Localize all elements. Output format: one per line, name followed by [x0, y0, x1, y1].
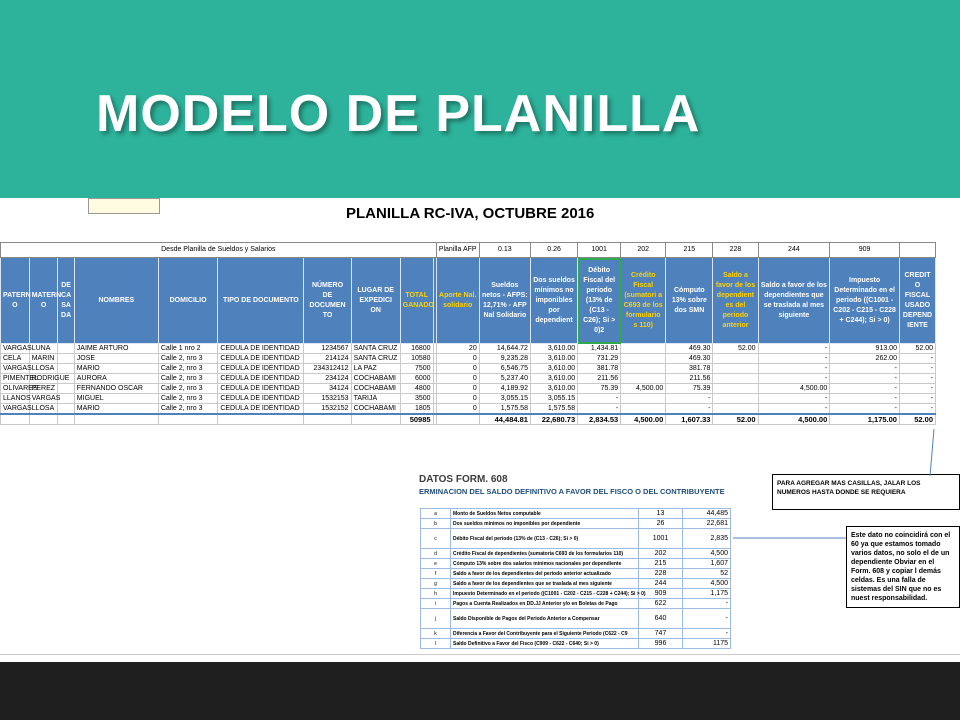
table-cell: MIGUEL	[74, 394, 158, 404]
table-cell: 3,610.00	[530, 384, 577, 394]
table-cell: -	[830, 374, 900, 384]
table-cell: 0	[436, 374, 479, 384]
totals-cell: 22,680.73	[530, 414, 577, 425]
totals-cell: 52.00	[713, 414, 758, 425]
table-cell: LLOSA	[29, 364, 58, 374]
totals-cell: 44,484.81	[479, 414, 530, 425]
table-cell: 214124	[304, 354, 351, 364]
table-cell: VARGAS	[1, 344, 30, 354]
table-cell: JOSE	[74, 354, 158, 364]
table-cell: Calle 2, nro 3	[158, 404, 217, 415]
table-cell: -	[758, 404, 830, 415]
table-cell: CEDULA DE IDENTIDAD	[218, 364, 304, 374]
table-cell: 0	[436, 354, 479, 364]
table-cell: LLANOS	[1, 394, 30, 404]
form608-desc: Dos sueldos mínimos no imponibles por dependiente	[451, 519, 639, 529]
table-cell: SANTA CRUZ	[351, 354, 400, 364]
table-cell: 20	[436, 344, 479, 354]
table-cell: Calle 2, nro 3	[158, 394, 217, 404]
totals-cell: 4,500.00	[758, 414, 830, 425]
column-header: MATERN O	[29, 258, 58, 344]
table-cell: CEDULA DE IDENTIDAD	[218, 394, 304, 404]
arrow-line-1	[930, 429, 934, 476]
table-cell: 4,189.92	[479, 384, 530, 394]
table-cell: Calle 1 nro 2	[158, 344, 217, 354]
header-code-cell: 909	[830, 243, 900, 258]
column-header: Impuesto Determinado en el periodo ((C1001 - C202 - C215 - C228 + C244); Si > 0)	[830, 258, 900, 344]
form608-code: 909	[639, 589, 683, 599]
form608-code: 202	[639, 549, 683, 559]
table-cell: -	[666, 394, 713, 404]
table-cell: -	[830, 394, 900, 404]
column-header: Crédito Fiscal (sumatori a C693 de los formulario s 110)	[621, 258, 666, 344]
table-cell: -	[899, 374, 935, 384]
table-cell: Calle 2, nro 3	[158, 384, 217, 394]
form608-desc: Saldo a favor de los dependientes que se traslada al mes siguiente	[451, 579, 639, 589]
footer-bar	[0, 662, 960, 720]
form608-code: 215	[639, 559, 683, 569]
table-cell: 3,610.00	[530, 354, 577, 364]
column-header: DOMICILIO	[158, 258, 217, 344]
column-header: Saldo a favor de los dependientes que se traslada al mes siguiente	[758, 258, 830, 344]
column-header: TIPO DE DOCUMENTO	[218, 258, 304, 344]
column-header: Saldo a favor de los dependient es del periodo anterior	[713, 258, 758, 344]
table-cell: -	[758, 354, 830, 364]
table-cell: JAIME ARTURO	[74, 344, 158, 354]
table-cell: CEDULA DE IDENTIDAD	[218, 354, 304, 364]
table-cell: -	[899, 384, 935, 394]
form608-code: 996	[639, 639, 683, 649]
column-header: TOTAL GANADO	[400, 258, 433, 344]
table-cell: 3,610.00	[530, 374, 577, 384]
form608-code: 244	[639, 579, 683, 589]
table-cell: 52.00	[713, 344, 758, 354]
form608-letter: f	[421, 569, 451, 579]
form608-code: 1001	[639, 529, 683, 549]
table-cell: 7500	[400, 364, 433, 374]
table-cell: 0	[436, 404, 479, 415]
form608-desc: Saldo a favor de los dependientes del periodo anterior actualizado	[451, 569, 639, 579]
header-code-cell: Planilla AFP	[436, 243, 479, 258]
table-cell: -	[578, 394, 621, 404]
table-cell: VARGAS	[1, 364, 30, 374]
form608-value: 1,607	[683, 559, 731, 569]
form608-code: 622	[639, 599, 683, 609]
table-cell: OLIVARES	[1, 384, 30, 394]
form608-letter: g	[421, 579, 451, 589]
table-cell: TARIJA	[351, 394, 400, 404]
table-cell: 1,575.58	[530, 404, 577, 415]
column-header: PATERN O	[1, 258, 30, 344]
table-cell: Calle 2, nro 3	[158, 364, 217, 374]
table-cell: 731.29	[578, 354, 621, 364]
totals-cell: 52.00	[899, 414, 935, 425]
table-cell: 1,434.81	[578, 344, 621, 354]
form608-title: DATOS FORM. 608	[419, 474, 508, 485]
note-add-cells: PARA AGREGAR MAS CASILLAS, JALAR LOS NUMEROS HASTA DONDE SE REQUIERA	[772, 474, 960, 510]
table-cell: CEDULA DE IDENTIDAD	[218, 384, 304, 394]
column-header: DE CA SA DA	[58, 258, 74, 344]
table-cell: CEDULA DE IDENTIDAD	[218, 344, 304, 354]
table-cell: -	[758, 364, 830, 374]
table-cell: 4,500.00	[758, 384, 830, 394]
form608-value: 2,835	[683, 529, 731, 549]
form608-desc: Saldo Disponible de Pagos del Periodo Anterior a Compensar	[451, 609, 639, 629]
table-cell: AURORA	[74, 374, 158, 384]
table-cell: Calle 2, nro 3	[158, 374, 217, 384]
table-cell: 10580	[400, 354, 433, 364]
table-cell: 3,055.15	[530, 394, 577, 404]
table-cell: 469.30	[666, 354, 713, 364]
form608-desc: Pagos a Cuenta Realizados en DD.JJ Anterior y/o en Boletas de Pago	[451, 599, 639, 609]
column-header: Débito Fiscal del periodo (13% de (C13 - C26); Si > 0)2	[578, 258, 621, 344]
form608-desc: Monto de Sueldos Netos computable	[451, 509, 639, 519]
form608-value: 44,485	[683, 509, 731, 519]
form608-value: 4,500	[683, 549, 731, 559]
form608-code: 13	[639, 509, 683, 519]
form608-letter: h	[421, 589, 451, 599]
table-cell: -	[899, 404, 935, 415]
table-cell: 1805	[400, 404, 433, 415]
table-cell: 6,546.75	[479, 364, 530, 374]
table-cell: Calle 2, nro 3	[158, 354, 217, 364]
column-header: NOMBRES	[74, 258, 158, 344]
table-cell: 3,610.00	[530, 364, 577, 374]
column-header: Aporte Nal. solidario	[436, 258, 479, 344]
table-cell: -	[758, 394, 830, 404]
table-cell: 4,500.00	[621, 384, 666, 394]
table-cell: FERNANDO OSCAR	[74, 384, 158, 394]
table-cell: 0	[436, 384, 479, 394]
header-code-cell: 1001	[578, 243, 621, 258]
table-cell: -	[666, 404, 713, 415]
table-cell: 1234567	[304, 344, 351, 354]
table-cell: VARGAS	[29, 394, 58, 404]
form608-desc: Crédito Fiscal de dependientes (sumatoria C693 de los formularios 110)	[451, 549, 639, 559]
header-code-cell: 215	[666, 243, 713, 258]
form608-letter: j	[421, 609, 451, 629]
form608-value: 52	[683, 569, 731, 579]
header-code-cell: 0.26	[530, 243, 577, 258]
header-code-cell: 244	[758, 243, 830, 258]
form608-letter: i	[421, 599, 451, 609]
note-mismatch: Este dato no coincidirá con el 60 ya que estamos tomado varios datos, no solo el de un dependiente Obviar en el Form. 608 y copiar l demás celdas. Es una falla de sistemas del SIN que no es nuest responsabilidad.	[846, 526, 960, 608]
table-cell: 469.30	[666, 344, 713, 354]
table-cell: PEREZ	[29, 384, 58, 394]
table-cell: PIMENTEL	[1, 374, 30, 384]
header-code-cell: 0.13	[479, 243, 530, 258]
column-header: LUGAR DE EXPEDICI ON	[351, 258, 400, 344]
totals-cell: 2,834.53	[578, 414, 621, 425]
form608-value: -	[683, 609, 731, 629]
form608-letter: l	[421, 639, 451, 649]
form608-value: 1,175	[683, 589, 731, 599]
table-cell: 75.39	[578, 384, 621, 394]
table-cell: 3,055.15	[479, 394, 530, 404]
table-cell: 0	[436, 394, 479, 404]
form608-value: 22,681	[683, 519, 731, 529]
table-cell: -	[758, 344, 830, 354]
table-cell: -	[830, 364, 900, 374]
table-cell: 0	[436, 364, 479, 374]
table-cell: LLOSA	[29, 404, 58, 415]
table-cell: -	[899, 354, 935, 364]
table-cell: 16800	[400, 344, 433, 354]
table-cell: -	[830, 384, 900, 394]
table-cell: -	[758, 374, 830, 384]
table-cell: 381.78	[666, 364, 713, 374]
header-code-cell: 202	[621, 243, 666, 258]
table-cell: LA PAZ	[351, 364, 400, 374]
table-cell: COCHABAMI	[351, 384, 400, 394]
table-cell: 34124	[304, 384, 351, 394]
table-cell: 5,237.40	[479, 374, 530, 384]
table-cell: 3500	[400, 394, 433, 404]
table-cell: 381.78	[578, 364, 621, 374]
column-header: Dos sueldos mínimos no imponibles por dependient	[530, 258, 577, 344]
form608-desc: Cómputo 13% sobre dos salarios mínimos nacionales por dependiente	[451, 559, 639, 569]
table-cell: -	[830, 404, 900, 415]
table-cell: SANTA CRUZ	[351, 344, 400, 354]
form608-code: 640	[639, 609, 683, 629]
table-cell: 9,235.28	[479, 354, 530, 364]
header-code-cell: Desde Planilla de Sueldos y Salarios	[1, 243, 437, 258]
table-cell: -	[899, 394, 935, 404]
form608-letter: d	[421, 549, 451, 559]
table-cell: 4800	[400, 384, 433, 394]
table-cell: 211.56	[578, 374, 621, 384]
totals-cell: 1,607.33	[666, 414, 713, 425]
table-cell: -	[578, 404, 621, 415]
table-cell: 75.39	[666, 384, 713, 394]
totals-cell: 1,175.00	[830, 414, 900, 425]
form608-desc: Saldo Definitivo a Favor del Fisco (C909 - C622 - C640; Si > 0)	[451, 639, 639, 649]
form608-value: 4,500	[683, 579, 731, 589]
totals-cell: 50985	[400, 414, 433, 425]
table-cell: 211.56	[666, 374, 713, 384]
table-cell: 1,575.58	[479, 404, 530, 415]
form608-letter: e	[421, 559, 451, 569]
table-cell: MARIO	[74, 404, 158, 415]
column-header: NÚMERO DE DOCUMEN TO	[304, 258, 351, 344]
table-cell: 262.00	[830, 354, 900, 364]
table-cell: 14,644.72	[479, 344, 530, 354]
table-cell: 3,610.00	[530, 344, 577, 354]
table-cell: -	[899, 364, 935, 374]
header-code-cell: 228	[713, 243, 758, 258]
form608-letter: b	[421, 519, 451, 529]
form608-subtitle: ERMINACION DEL SALDO DEFINITIVO A FAVOR DEL FISCO O DEL CONTRIBUYENTE	[419, 487, 725, 496]
table-cell: 6000	[400, 374, 433, 384]
table-cell: COCHABAMI	[351, 404, 400, 415]
table-cell: MARIN	[29, 354, 58, 364]
table-cell: 52.00	[899, 344, 935, 354]
form608-value: -	[683, 599, 731, 609]
table-cell: VARGAS	[1, 404, 30, 415]
column-header: CREDIT O FISCAL USADO DEPEND IENTE	[899, 258, 935, 344]
form608-value: -	[683, 629, 731, 639]
table-cell: MARIO	[74, 364, 158, 374]
totals-cell: 4,500.00	[621, 414, 666, 425]
spreadsheet-screenshot	[0, 198, 960, 662]
table-cell: CELA	[1, 354, 30, 364]
form608-code: 26	[639, 519, 683, 529]
form608-letter: k	[421, 629, 451, 639]
form608-code: 747	[639, 629, 683, 639]
form608-desc: Impuesto Determinado en el periodo ((C1001 - C202 - C215 - C228 + C244); Si > 0)	[451, 589, 639, 599]
table-cell: 1532153	[304, 394, 351, 404]
form608-value: 1175	[683, 639, 731, 649]
table-cell: 913.00	[830, 344, 900, 354]
form608-letter: c	[421, 529, 451, 549]
form608-code: 228	[639, 569, 683, 579]
form608-desc: Débito Fiscal del periodo (13% de (C13 - C26); Si > 0)	[451, 529, 639, 549]
sheet-bottom-edge	[0, 654, 960, 662]
table-cell: 234124	[304, 374, 351, 384]
table-cell: 234312412	[304, 364, 351, 374]
column-header: Sueldos netos - AFPS: 12,71% - AFP Nal Solidario	[479, 258, 530, 344]
sheet-title: PLANILLA RC-IVA, OCTUBRE 2016	[346, 205, 595, 222]
form608-desc: Diferencia a Favor del Contribuyente para el Siguiente Periodo (C622 - C9	[451, 629, 639, 639]
form608-letter: a	[421, 509, 451, 519]
connector-arrows	[0, 198, 960, 662]
slide-title: MODELO DE PLANILLA	[96, 85, 701, 143]
table-cell: CEDULA DE IDENTIDAD	[218, 404, 304, 415]
table-cell: 1532152	[304, 404, 351, 415]
title-banner	[0, 0, 960, 198]
column-header: Cómputo 13% sobre dos SMN	[666, 258, 713, 344]
table-cell: COCHABAMI	[351, 374, 400, 384]
table-cell: LUNA	[29, 344, 58, 354]
table-cell: CEDULA DE IDENTIDAD	[218, 374, 304, 384]
table-cell: RODRIGUE	[29, 374, 58, 384]
